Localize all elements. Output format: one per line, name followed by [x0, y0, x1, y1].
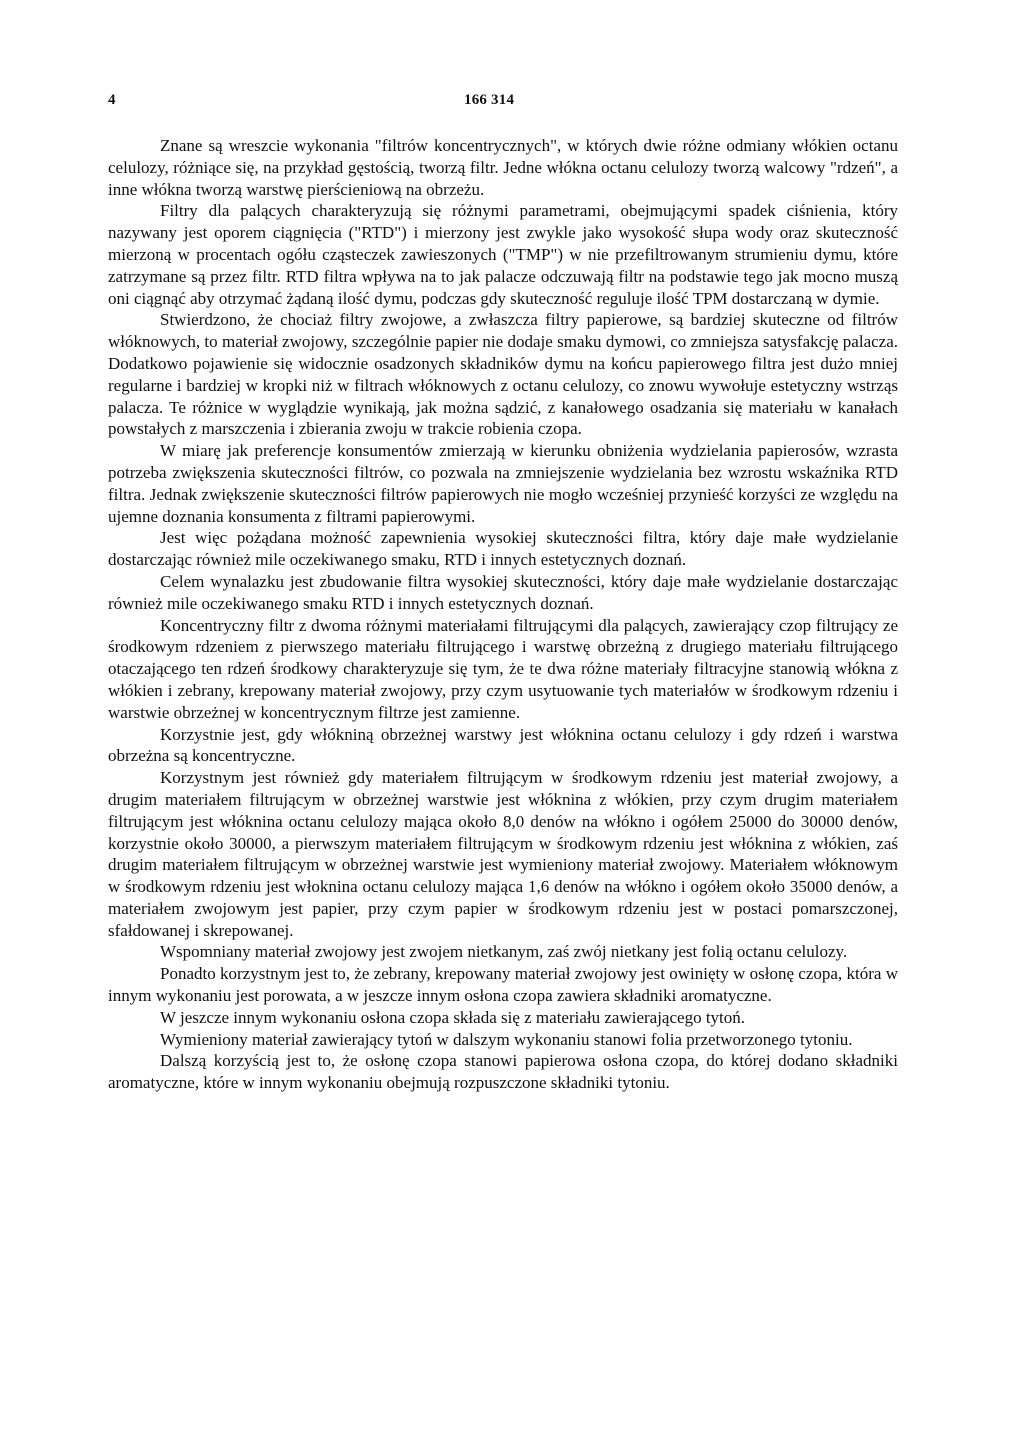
document-body	[108, 135, 898, 1094]
paragraph: Jest więc pożądana możność zapewnienia wysokiej skuteczności filtra, który daje małe wydzielanie dostarczając również mile oczekiwanego smaku, RTD i innych estetycznych doznań.	[108, 528, 898, 570]
paragraph: W miarę jak preferencje konsumentów zmierzają w kierunku obniżenia wydzielania papierosów, wzrasta potrzeba zwiększenia skuteczności filtrów, co pozwala na zmniejszenie wydzielania bez wzrostu wskaźnika RTD filtra. Jednak zwiększenie skuteczności filtrów papierowych nie mogło wcześniej przynieść korzyści ze względu na ujemne doznania konsumenta z filtrami papierowymi.	[108, 441, 898, 526]
document-number: 166 314	[464, 92, 515, 108]
paragraph: Dalszą korzyścią jest to, że osłonę czopa stanowi papierowa osłona czopa, do której dodano składniki aromatyczne, które w innym wykonaniu obejmują rozpuszczone składniki tytoniu.	[108, 1051, 898, 1093]
paragraph: Korzystnym jest również gdy materiałem filtrującym w środkowym rdzeniu jest materiał zwojowy, a drugim materiałem filtrującym w obrzeżnej warstwie jest włóknina z włókien, przy czym drugim materiałem filtrującym jest włóknina octanu celulozy mająca około 8,0 denów na włókno i ogółem 25000 do 30000 denów, korzystnie około 30000, a pierwszym materiałem filtrującym w środkowym rdzeniu jest włóknina z włókien, zaś drugim materiałem filtrującym w obrzeżnej warstwie jest wymieniony materiał zwojowy. Materiałem włóknowym w środkowym rdzeniu jest włoknina octanu celulozy mająca 1,6 denów na włókno i ogółem około 35000 denów, a materiałem zwojowym jest papier, przy czym papier w środkowym rdzeniu jest w postaci pomarszczonej, sfałdowanej i skrepowanej.	[108, 768, 898, 940]
paragraph: Celem wynalazku jest zbudowanie filtra wysokiej skuteczności, który daje małe wydzielanie dostarczając również mile oczekiwanego smaku RTD i innych estetycznych doznań.	[108, 571, 898, 613]
paragraph: W jeszcze innym wykonaniu osłona czopa składa się z materiału zawierającego tytoń.	[160, 1007, 746, 1027]
paragraph: Filtry dla palących charakteryzują się różnymi parametrami, obejmującymi spadek ciśnienia, który nazywany jest oporem ciągnięcia ("RTD") i mierzony jest zwykle jako wysokość słupa wody oraz skuteczność mierzoną w procentach ogółu cząsteczek zawieszonych ("TMP") w nie przefiltrowanym strumieniu dymu, które zatrzymane są przez filtr. RTD filtra wpływa na to jak palacze odczuwają filtr na podstawie tego jak mocno muszą oni ciągnąć aby otrzymać żądaną ilość dymu, podczas gdy skuteczność reguluje ilość TPM dostarczaną w dymie.	[108, 201, 898, 308]
document-page	[108, 92, 898, 1094]
paragraph: Stwierdzono, że chociaż filtry zwojowe, a zwłaszcza filtry papierowe, są bardziej skuteczne od filtrów włóknowych, to materiał zwojowy, szczególnie papier nie dodaje smaku dymowi, co zmniejsza satysfakcję palacza. Dodatkowo pojawienie się widocznie osadzonych składników dymu na końcu papierowego filtra jest dużo mniej regularne i bardziej w kropki niż w filtrach włóknowych z octanu celulozy, co znowu wywołuje estetyczny wstrząs palacza. Te różnice w wyglądzie wynikają, jak można sądzić, z kanałowego osadzania się materiału w kanałach powstałych z marszczenia i zbierania zwoju w trakcie robienia czopa.	[108, 310, 898, 439]
paragraph: Koncentryczny filtr z dwoma różnymi materiałami filtrującymi dla palących, zawierający czop filtrujący ze środkowym rdzeniem z pierwszego materiału filtrującego i warstwę obrzeżną z drugiego materiału filtrującego otaczającego ten rdzeń środkowy charakteryzuje się tym, że te dwa różne materiały filtracyjne stanowią włókna z włókien i zebrany, krepowany materiał zwojowy, przy czym usytuowanie tych materiałów w środkowym rdzeniu i warstwie obrzeżnej w koncentrycznym filtrze jest zamienne.	[108, 615, 898, 722]
paragraph: Ponadto korzystnym jest to, że zebrany, krepowany materiał zwojowy jest owinięty w osłonę czopa, która w innym wykonaniu jest porowata, a w jeszcze innym osłona czopa zawiera składniki aromatyczne.	[108, 964, 898, 1006]
paragraph: Wspomniany materiał zwojowy jest zwojem nietkanym, zaś zwój nietkany jest folią octanu celulozy.	[160, 942, 848, 962]
paragraph: Znane są wreszcie wykonania "filtrów koncentrycznych", w których dwie różne odmiany włókien octanu celulozy, różniące się, na przykład gęstością, tworzą filtr. Jedne włókna octanu celulozy tworzą walcowy "rdzeń", a inne włókna tworzą warstwę pierścieniową na obrzeżu.	[108, 136, 898, 199]
paragraph: Wymieniony materiał zawierający tytoń w dalszym wykonaniu stanowi folia przetworzonego tytoniu.	[160, 1029, 853, 1049]
paragraph: Korzystnie jest, gdy włókniną obrzeżnej warstwy jest włóknina octanu celulozy i gdy rdzeń i warstwa obrzeżna są koncentryczne.	[108, 724, 898, 766]
page-number: 4	[108, 92, 116, 108]
page-header	[108, 92, 898, 118]
